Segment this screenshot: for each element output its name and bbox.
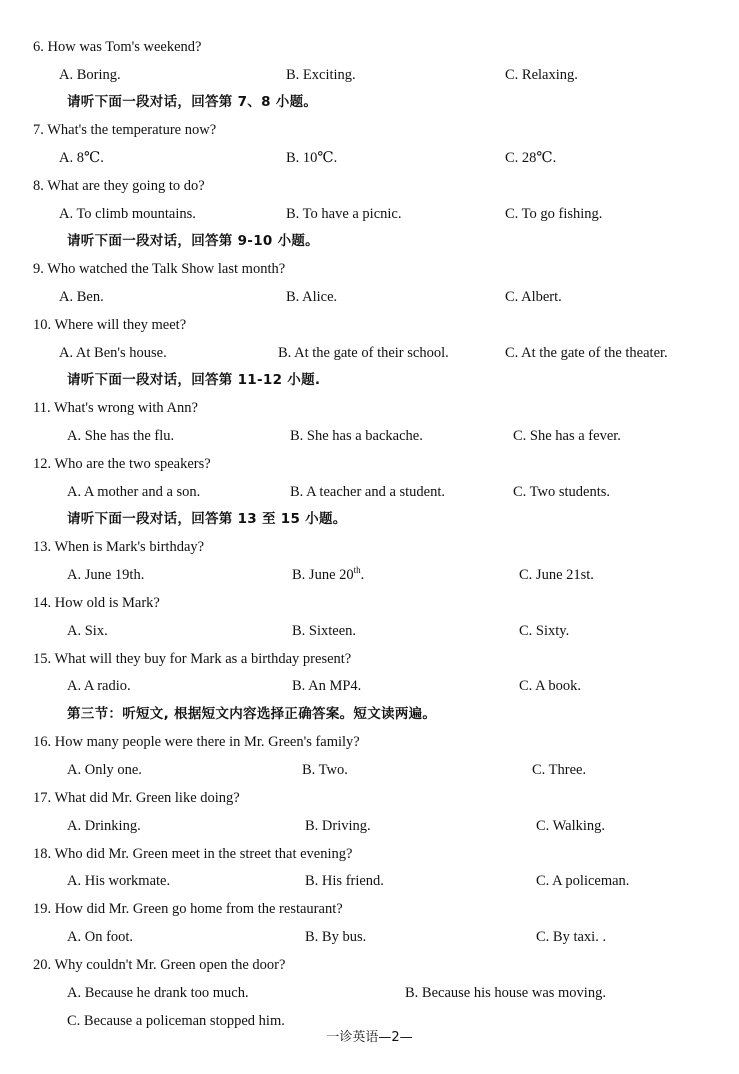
option-a: A. Boring. (59, 67, 121, 83)
option-a: A. A mother and a son. (67, 484, 201, 500)
option-b: B. His friend. (305, 873, 384, 889)
option-b: B. Two. (302, 762, 348, 778)
question-row (0, 450, 739, 478)
option-c: C. A book. (519, 678, 582, 694)
page-footer: 一诊英语—2— (326, 1030, 413, 1045)
option-c: C. June 21st. (519, 567, 594, 583)
question-text: 6. How was Tom's weekend? (33, 39, 202, 55)
question-row (0, 784, 739, 812)
option-a: A. On foot. (67, 929, 134, 945)
option-a: A. 8℃. (59, 150, 104, 166)
option-a: A. Drinking. (67, 818, 141, 834)
ordinal-suffix: th (353, 565, 361, 576)
options-row (0, 672, 739, 700)
question-row (0, 311, 739, 339)
instruction-text: 请听下面一段对话，回答第 11-12 小题. (67, 372, 321, 388)
options-row (0, 61, 739, 89)
option-a: A. She has the flu. (67, 428, 175, 444)
question-row (0, 533, 739, 561)
question-row (0, 951, 739, 979)
question-row (0, 116, 739, 144)
instruction-row (0, 88, 739, 116)
option-b: B. Because his house was moving. (405, 985, 606, 1001)
option-a: A. Only one. (67, 762, 142, 778)
options-row (0, 283, 739, 311)
question-text: 11. What's wrong with Ann? (33, 400, 198, 416)
option-b: B. Sixteen. (292, 623, 357, 639)
option-b: B. Driving. (305, 818, 371, 834)
question-text: 15. What will they buy for Mark as a birthday present? (33, 651, 352, 667)
question-text: 10. Where will they meet? (33, 317, 187, 333)
option-c: C. Walking. (536, 818, 606, 834)
options-row (0, 812, 739, 840)
question-text: 13. When is Mark's birthday? (33, 539, 205, 555)
option-b: B. To have a picnic. (286, 206, 402, 222)
option-b: B. An MP4. (292, 678, 362, 694)
instruction-row (0, 505, 739, 533)
option-a: A. Six. (67, 623, 108, 639)
option-a: A. June 19th. (67, 567, 145, 583)
option-c: C. Two students. (513, 484, 611, 500)
option-c: C. Albert. (505, 289, 562, 305)
option-b: B. 10℃. (286, 150, 338, 166)
option-c: C. To go fishing. (505, 206, 603, 222)
options-row (0, 561, 739, 589)
option-b: B. June 20th. (292, 565, 365, 583)
option-c: C. Relaxing. (505, 67, 578, 83)
option-a: A. Ben. (59, 289, 104, 305)
options-row (0, 617, 739, 645)
question-row (0, 255, 739, 283)
question-text: 12. Who are the two speakers? (33, 456, 211, 472)
option-b: B. By bus. (305, 929, 367, 945)
question-text: 8. What are they going to do? (33, 178, 205, 194)
question-text: 20. Why couldn't Mr. Green open the door? (33, 957, 286, 973)
question-text: 7. What's the temperature now? (33, 122, 217, 138)
question-row (0, 33, 739, 61)
option-b: B. A teacher and a student. (290, 484, 446, 500)
option-a: A. At Ben's house. (59, 345, 167, 361)
option-c: C. Sixty. (519, 623, 570, 639)
options-row (0, 867, 739, 895)
question-row (0, 895, 739, 923)
instruction-text: 请听下面一段对话，回答第 7、8 小题。 (67, 94, 318, 110)
instruction-row (0, 366, 739, 394)
question-text: 14. How old is Mark? (33, 595, 160, 611)
option-b: B. Alice. (286, 289, 338, 305)
question-text: 19. How did Mr. Green go home from the restaurant? (33, 901, 343, 917)
option-c: C. Three. (532, 762, 587, 778)
instruction-row (0, 700, 739, 728)
question-row (0, 728, 739, 756)
options-row (0, 478, 739, 506)
options-row (0, 200, 739, 228)
option-b: B. At the gate of their school. (278, 345, 449, 361)
question-text: 9. Who watched the Talk Show last month? (33, 261, 286, 277)
option-c: C. A policeman. (536, 873, 630, 889)
question-text: 16. How many people were there in Mr. Green's family? (33, 734, 360, 750)
question-row (0, 589, 739, 617)
question-row (0, 840, 739, 868)
options-row (0, 923, 739, 951)
options-row (0, 339, 739, 367)
options-row (0, 422, 739, 450)
instruction-text: 请听下面一段对话，回答第 13 至 15 小题。 (67, 511, 347, 527)
options-row (0, 979, 739, 1007)
question-row (0, 645, 739, 673)
option-a: A. To climb mountains. (59, 206, 196, 222)
question-row (0, 394, 739, 422)
option-c: C. Because a policeman stopped him. (67, 1013, 285, 1029)
option-c: C. At the gate of the theater. (505, 345, 668, 361)
question-row (0, 172, 739, 200)
options-row (0, 144, 739, 172)
instruction-text: 第三节：听短文, 根据短文内容选择正确答案。短文读两遍。 (67, 706, 437, 722)
instruction-row (0, 227, 739, 255)
option-a: A. Because he drank too much. (67, 985, 249, 1001)
question-text: 17. What did Mr. Green like doing? (33, 790, 240, 806)
option-b: B. Exciting. (286, 67, 356, 83)
option-c: C. She has a fever. (513, 428, 621, 444)
options-row (0, 756, 739, 784)
instruction-text: 请听下面一段对话，回答第 9-10 小题。 (67, 233, 319, 249)
option-a: A. His workmate. (67, 873, 171, 889)
option-c: C. By taxi. . (536, 929, 607, 945)
question-text: 18. Who did Mr. Green meet in the street that evening? (33, 846, 353, 862)
option-b: B. She has a backache. (290, 428, 423, 444)
option-a: A. A radio. (67, 678, 131, 694)
option-c: C. 28℃. (505, 150, 557, 166)
